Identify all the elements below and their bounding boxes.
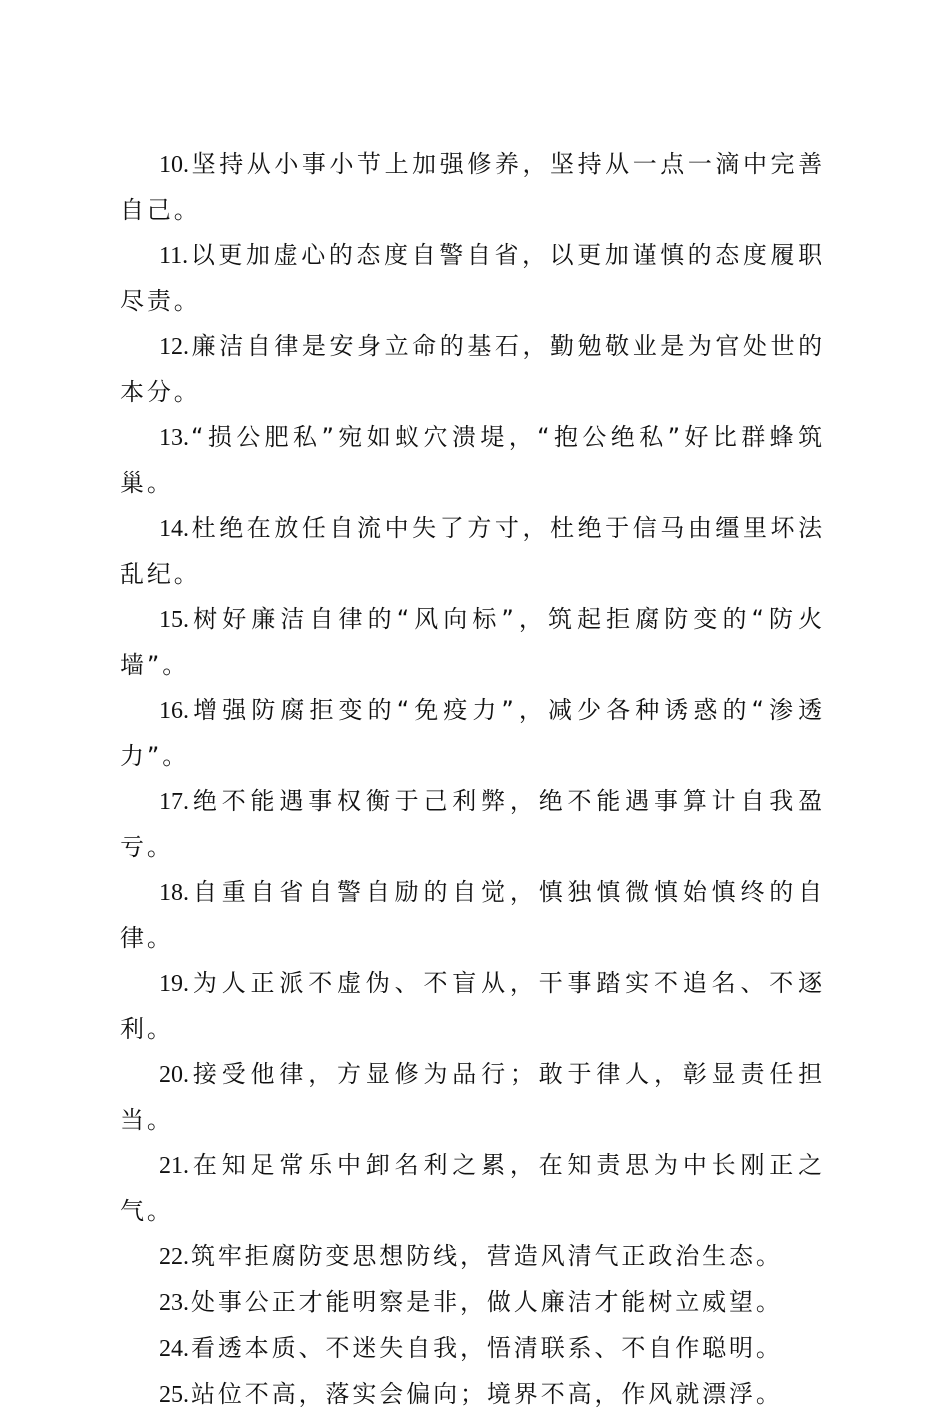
- item-text: 筑牢拒腐防变思想防线，营造风清气正政治生态。: [191, 1242, 783, 1270]
- item-number: 18.: [159, 880, 189, 906]
- list-item: [120, 870, 825, 961]
- item-text: 坚持从小事小节上加强修养，坚持从一点一滴中完善自己。: [120, 150, 825, 224]
- item-text: “损公肥私”宛如蚁穴溃堤，“抱公绝私”好比群蜂筑巢。: [120, 423, 825, 497]
- list-item: [120, 688, 825, 779]
- list-item: [120, 1372, 825, 1418]
- item-text: 为人正派不虚伪、不盲从，干事踏实不追名、不逐利。: [120, 969, 825, 1043]
- item-text: 廉洁自律是安身立命的基石，勤勉敬业是为官处世的本分。: [120, 332, 825, 406]
- item-number: 14.: [159, 516, 189, 542]
- slogan-list: [120, 142, 825, 1418]
- list-item: [120, 1326, 825, 1372]
- item-text: 以更加虚心的态度自警自省，以更加谨慎的态度履职尽责。: [120, 241, 825, 315]
- item-number: 10.: [159, 152, 189, 178]
- item-number: 16.: [159, 698, 189, 724]
- item-number: 11.: [159, 243, 189, 269]
- item-text: 在知足常乐中卸名利之累，在知责思为中长刚正之气。: [120, 1151, 825, 1225]
- item-number: 13.: [159, 425, 189, 451]
- item-number: 23.: [159, 1290, 189, 1316]
- item-text: 自重自省自警自励的自觉，慎独慎微慎始慎终的自律。: [120, 878, 825, 952]
- list-item: [120, 233, 825, 324]
- list-item: [120, 324, 825, 415]
- list-item: [120, 1234, 825, 1280]
- item-text: 接受他律，方显修为品行；敢于律人，彰显责任担当。: [120, 1060, 825, 1134]
- item-text: 处事公正才能明察是非，做人廉洁才能树立威望。: [191, 1288, 783, 1316]
- item-number: 12.: [159, 334, 189, 360]
- item-text: 站位不高，落实会偏向；境界不高，作风就漂浮。: [191, 1380, 783, 1408]
- item-text: 看透本质、不迷失自我，悟清联系、不自作聪明。: [191, 1334, 783, 1362]
- list-item: [120, 1143, 825, 1234]
- list-item: [120, 961, 825, 1052]
- list-item: [120, 506, 825, 597]
- item-number: 25.: [159, 1382, 189, 1408]
- item-number: 22.: [159, 1244, 189, 1270]
- item-number: 20.: [159, 1062, 189, 1088]
- item-text: 树好廉洁自律的“风向标”，筑起拒腐防变的“防火墙”。: [120, 605, 825, 679]
- list-item: [120, 1280, 825, 1326]
- item-text: 杜绝在放任自流中失了方寸，杜绝于信马由缰里坏法乱纪。: [120, 514, 825, 588]
- item-number: 15.: [159, 607, 189, 633]
- list-item: [120, 1052, 825, 1143]
- item-number: 24.: [159, 1336, 189, 1362]
- list-item: [120, 415, 825, 506]
- item-number: 17.: [159, 789, 189, 815]
- list-item: [120, 597, 825, 688]
- item-number: 21.: [159, 1153, 189, 1179]
- item-number: 19.: [159, 971, 189, 997]
- item-text: 绝不能遇事权衡于己利弊，绝不能遇事算计自我盈亏。: [120, 787, 825, 861]
- list-item: [120, 779, 825, 870]
- item-text: 增强防腐拒变的“免疫力”，减少各种诱惑的“渗透力”。: [120, 696, 825, 770]
- list-item: [120, 142, 825, 233]
